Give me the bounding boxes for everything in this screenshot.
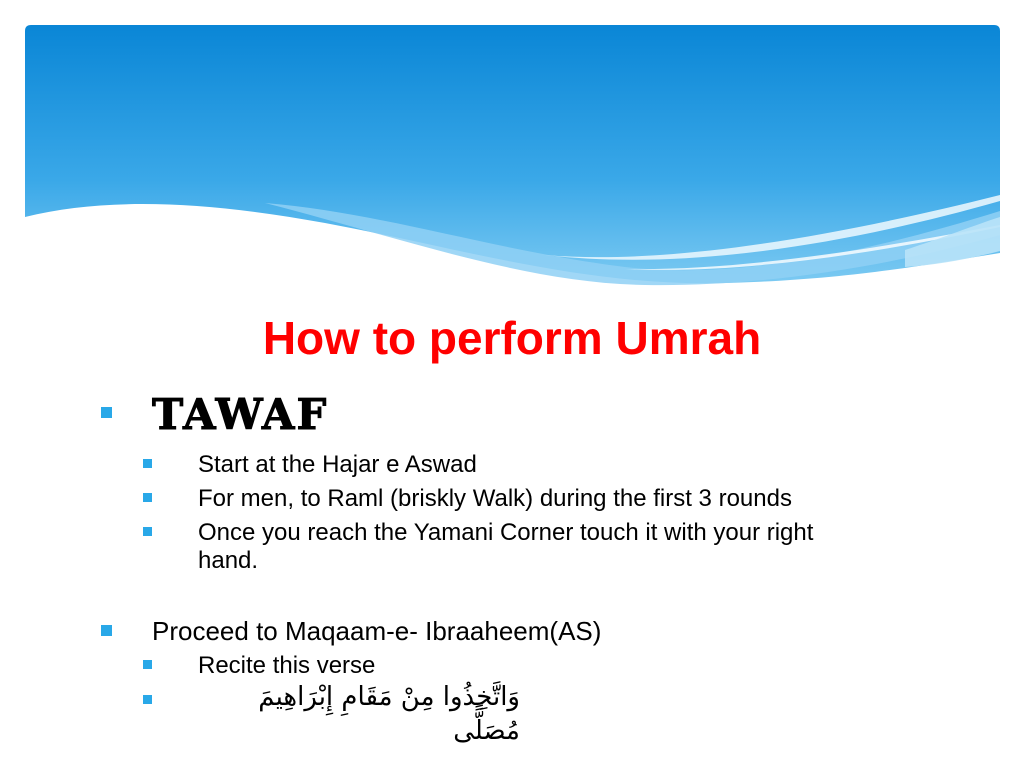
slide-title: How to perform Umrah	[262, 312, 762, 364]
bullet-icon	[143, 493, 152, 502]
bullet-icon	[143, 459, 152, 468]
arabic-verse: وَاتَّخِذُوا مِنْ مَقَامِ إِبْرَاهِيمَ مُصَلًّى	[258, 682, 520, 746]
list-item-continuation: hand.	[198, 547, 259, 574]
bullet-icon	[143, 527, 152, 536]
section-heading-maqaam: Proceed to Maqaam-e- Ibraaheem(AS)	[152, 616, 602, 646]
list-item: Once you reach the Yamani Corner touch it with your right	[198, 519, 814, 546]
bullet-icon	[101, 407, 112, 418]
list-item: Recite this verse	[198, 652, 376, 679]
list-item: Start at the Hajar e Aswad	[198, 451, 477, 478]
list-item: For men, to Raml (briskly Walk) during the first 3 rounds	[198, 485, 792, 512]
section-heading-tawaf: TAWAF	[152, 390, 329, 439]
bullet-icon	[101, 625, 112, 636]
bullet-icon	[143, 660, 152, 669]
bullet-icon	[143, 695, 152, 704]
